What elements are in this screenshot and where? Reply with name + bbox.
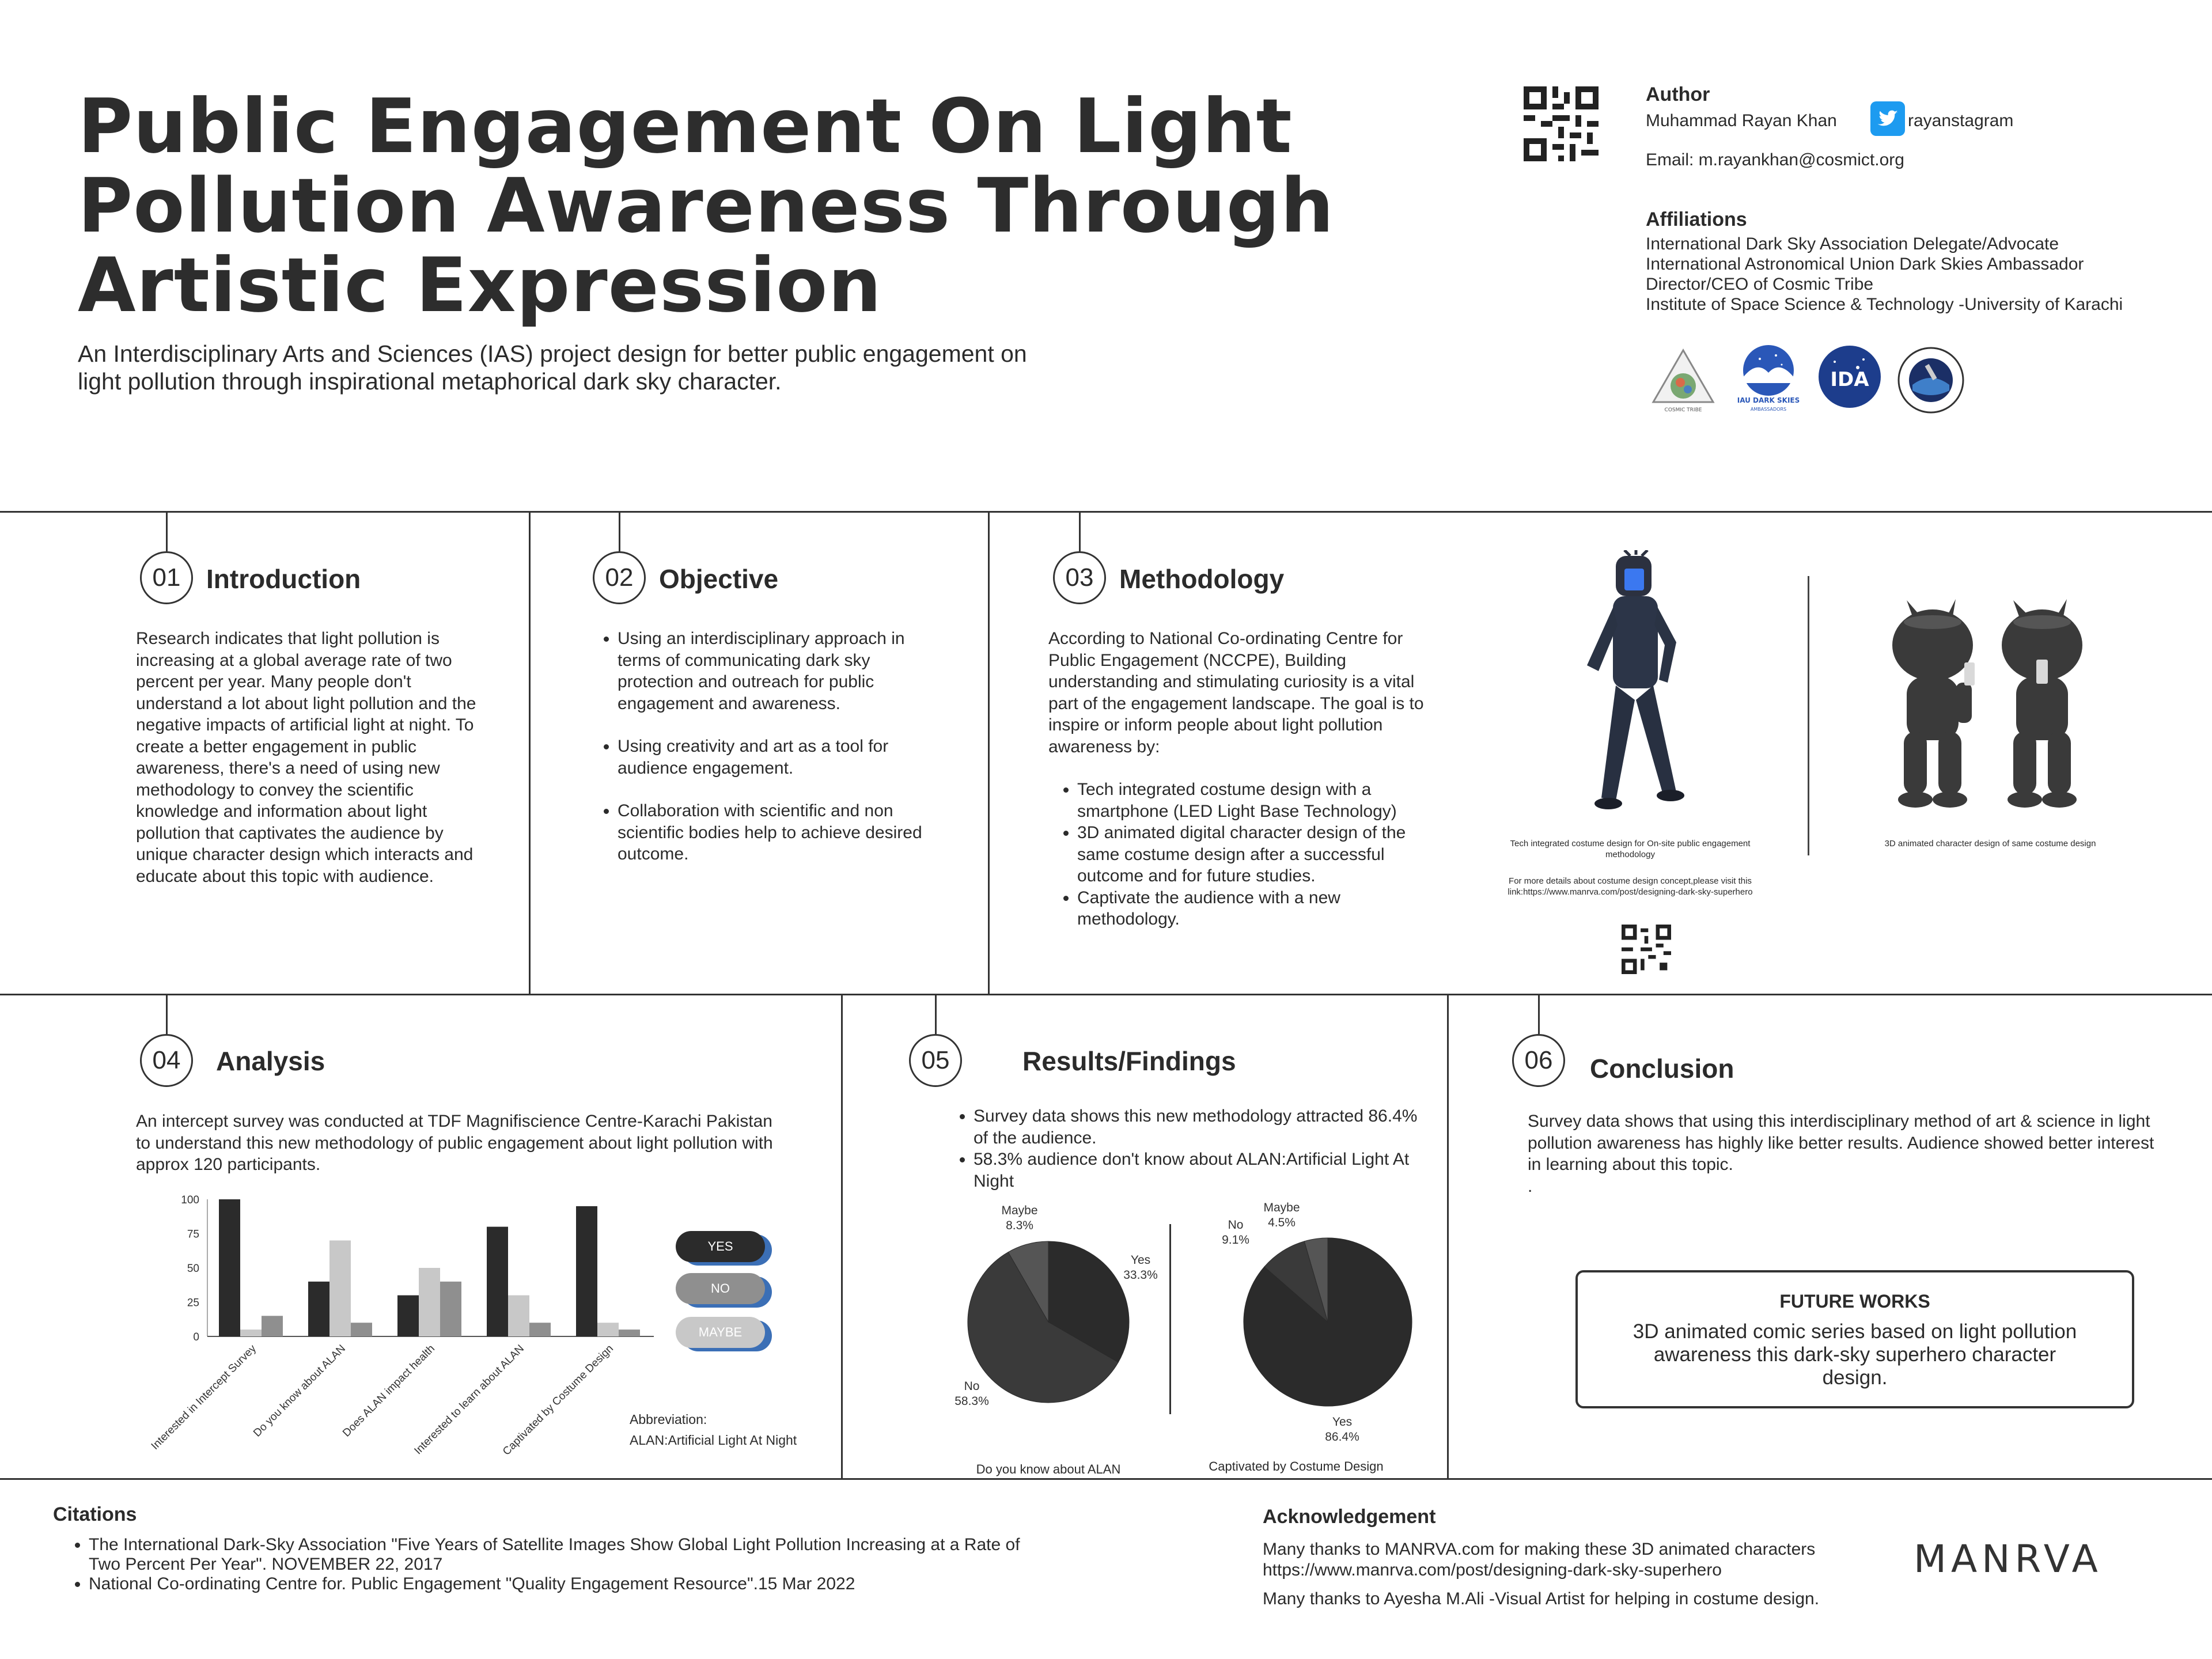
section-number: 01: [140, 551, 193, 604]
ida-logo: [1817, 344, 1882, 409]
costume-figure-image: [1555, 550, 1711, 827]
pie-label: Yes: [1332, 1415, 1353, 1429]
conclusion-paragraph: Survey data shows that using this interdisciplinary method of art & science in light pollution awareness has highly like better results. Audience showed better interest in learning about this topic.: [1528, 1112, 2154, 1174]
author-name: Muhammad Rayan Khan: [1646, 111, 1837, 130]
x-tick-label: Interested in Intercept Survey: [149, 1342, 259, 1453]
section-number: 03: [1053, 551, 1106, 604]
citation-item: • The International Dark-Sky Association "Five Years of Satellite Images Show Global Light Pollution Increasing at a Rate of Two Percent Per Year". NOVEMBER 22, 2017: [89, 1535, 1047, 1574]
qr-code-icon[interactable]: [1622, 925, 1671, 974]
divider-middle: [0, 994, 2212, 995]
x-tick-label: Do you know about ALAN: [251, 1342, 349, 1440]
abbreviation-text: ALAN:Artificial Light At Night: [630, 1433, 797, 1448]
bar-maybe: [619, 1330, 640, 1336]
title-line: Pollution Awareness Through: [78, 162, 1335, 249]
legend-maybe: [676, 1317, 765, 1348]
x-tick-label: Captivated by Costume Design: [500, 1342, 616, 1458]
pie-label: No: [1228, 1218, 1244, 1232]
author-label: Author: [1646, 84, 1710, 105]
acknowledgement-text: [1263, 1539, 1925, 1609]
section-stem: [935, 995, 937, 1034]
section-title-results: Results/Findings: [1022, 1046, 1236, 1076]
3d-character-caption: 3D animated character design of same costume design: [1884, 839, 2096, 849]
conclusion-trailing: .: [1528, 1176, 1533, 1196]
section-title-conclusion: Conclusion: [1590, 1054, 1734, 1084]
qr-code-icon[interactable]: [1524, 86, 1599, 161]
bar-yes: [576, 1206, 597, 1336]
x-tick-label: Does ALAN impact health: [340, 1342, 438, 1440]
analysis-text: An intercept survey was conducted at TDF Magnifiscience Centre-Karachi Pakistan to understand this new methodology of public engagement about light pollution with approx 120 participants.: [136, 1112, 773, 1174]
pie-value: 58.3%: [955, 1395, 989, 1408]
section-title-objective: Objective: [659, 564, 779, 594]
bar-no: [240, 1330, 262, 1336]
methodology-item: • Tech integrated costume design with a smartphone (LED Light Base Technology): [1077, 779, 1429, 822]
section-title-introduction: Introduction: [206, 564, 361, 594]
iau-text-line1: IAU DARK SKIES: [1737, 396, 1800, 404]
twitter-icon[interactable]: [1870, 101, 1905, 136]
author-email[interactable]: Email: m.rayankhan@cosmict.org: [1646, 150, 1904, 169]
citations-list: [68, 1535, 1047, 1594]
bar-no: [597, 1323, 619, 1336]
section-number: 06: [1512, 1034, 1565, 1087]
results-list: [955, 1105, 1433, 1192]
iau-dark-skies-logo: [1731, 343, 1806, 418]
title-line: Public Engagement On Light: [78, 82, 1293, 170]
pie-chart-costume: [1190, 1195, 1437, 1480]
bar-yes: [397, 1296, 419, 1336]
affiliation-item: International Astronomical Union Dark Skies Ambassador: [1646, 255, 2084, 274]
costume-link-caption[interactable]: For more details about costume design concept,please visit this link:https://www.manrva.com/post/designing-dark-sky-superhero: [1508, 876, 1753, 897]
divider-col-2: [988, 511, 990, 994]
poster-subtitle: An Interdisciplinary Arts and Sciences (IAS) project design for better public engagement on light pollution through inspirational metaphorical dark sky character.: [78, 340, 1027, 395]
section-number: 04: [140, 1034, 193, 1087]
methodology-item: • Captivate the audience with a new methodology.: [1077, 887, 1429, 930]
costume-caption: Tech integrated costume design for On-site public engagement methodology: [1510, 839, 1751, 859]
future-works-title: FUTURE WORKS: [1779, 1291, 1930, 1312]
affiliation-item: Director/CEO of Cosmic Tribe: [1646, 275, 1874, 294]
objective-item: • Using creativity and art as a tool for audience engagement.: [618, 736, 939, 779]
section-stem: [1079, 512, 1081, 551]
methodology-text: [1048, 628, 1429, 930]
ida-text: IDA: [1830, 368, 1869, 391]
y-tick-label: 0: [193, 1331, 199, 1343]
section-title-analysis: Analysis: [216, 1046, 325, 1076]
image-divider: [1808, 576, 1809, 855]
y-tick-label: 50: [187, 1263, 199, 1275]
pie-divider: [1169, 1224, 1171, 1414]
introduction-text: Research indicates that light pollution is increasing at a global average rate of two percent per year. Many people don't understand a lot about light pollution and the negative impacts of artificial light at night. To create a better engagement in public awareness, there's a need of using new methodology to convey the scientific knowledge and information about light pollution that captivates the audience by unique character design which interacts and educate about this topic with audience.: [136, 629, 476, 886]
methodology-intro: According to National Co-ordinating Centre for Public Engagement (NCCPE), Building understanding and stimulating curiosity is a vital part of the engagement landscape. The goal is to inspire or inform people about light pollution awareness by:: [1048, 629, 1424, 756]
section-title-methodology: Methodology: [1119, 564, 1285, 594]
pie-label: Yes: [1130, 1253, 1151, 1267]
bar-no: [419, 1268, 440, 1336]
pie-chart-alan: [945, 1198, 1187, 1480]
manrva-logo: MANRVA: [1914, 1537, 2103, 1581]
pie-value: 9.1%: [1222, 1233, 1249, 1247]
pie-label: No: [964, 1380, 980, 1393]
bar-yes: [308, 1282, 329, 1336]
bar-yes: [219, 1199, 240, 1336]
bar-maybe: [262, 1316, 283, 1336]
bar-maybe: [351, 1323, 372, 1336]
divider-col-3: [841, 994, 843, 1478]
y-tick-label: 75: [187, 1228, 199, 1241]
bar-maybe: [440, 1282, 461, 1336]
y-tick-label: 100: [181, 1194, 199, 1206]
ack-line: Many thanks to MANRVA.com for making these 3D animated characters: [1263, 1540, 1816, 1559]
bar-maybe: [529, 1323, 551, 1336]
future-works-box: [1575, 1270, 2134, 1408]
pie-value: 4.5%: [1268, 1216, 1296, 1229]
section-stem: [166, 512, 168, 551]
results-item: • 58.3% audience don't know about ALAN:Artificial Light At Night: [974, 1149, 1433, 1192]
y-tick-label: 25: [187, 1297, 199, 1309]
pie-value: 8.3%: [1006, 1219, 1033, 1232]
abbreviation-note: [630, 1409, 797, 1450]
pie-value: 86.4%: [1325, 1430, 1359, 1444]
iau-text-line2: AMBASSADORS: [1750, 407, 1787, 412]
title-line: Artistic Expression: [78, 241, 882, 329]
divider-top: [0, 511, 2212, 513]
section-number: 05: [909, 1034, 962, 1087]
section-stem: [1538, 995, 1540, 1034]
bar-yes: [487, 1227, 508, 1336]
affiliation-item: International Dark Sky Association Delegate/Advocate: [1646, 234, 2059, 253]
pie-label: Maybe: [1001, 1204, 1038, 1217]
section-stem: [166, 995, 168, 1034]
3d-character-image: [1878, 593, 2097, 818]
ack-line: Many thanks to Ayesha M.Ali -Visual Artist for helping in costume design.: [1263, 1589, 1820, 1608]
section-stem: [619, 512, 620, 551]
legend-yes: [676, 1231, 765, 1262]
legend-no-label: NO: [711, 1281, 730, 1296]
legend-yes-label: YES: [707, 1239, 733, 1253]
section-number: 02: [593, 551, 646, 604]
affiliations-label: Affiliations: [1646, 209, 1747, 230]
objective-item: • Collaboration with scientific and non scientific bodies help to achieve desired outcome.: [618, 800, 939, 865]
survey-bar-chart: [127, 1187, 674, 1475]
pie-value: 33.3%: [1123, 1268, 1158, 1282]
bar-no: [329, 1240, 351, 1336]
poster-title: [78, 82, 1345, 329]
divider-col-1: [529, 511, 531, 994]
pie-title: Do you know about ALAN: [976, 1462, 1121, 1476]
objective-list: [599, 628, 939, 865]
objective-item: • Using an interdisciplinary approach in terms of communicating dark sky protection and outreach for public engagement and awareness.: [618, 628, 939, 714]
pie-title: Captivated by Costume Design: [1209, 1459, 1384, 1474]
legend-no: [676, 1273, 765, 1304]
cosmic-tribe-text: COSMIC TRIBE: [1664, 407, 1702, 413]
acknowledgement-label: Acknowledgement: [1263, 1506, 1436, 1528]
methodology-item: • 3D animated digital character design of the same costume design after a successful outcome and for future studies.: [1077, 822, 1429, 887]
abbreviation-label: Abbreviation:: [630, 1412, 707, 1427]
divider-col-4: [1447, 994, 1449, 1478]
ack-link[interactable]: https://www.manrva.com/post/designing-dark-sky-superhero: [1263, 1560, 1722, 1580]
twitter-handle[interactable]: rayanstagram: [1908, 111, 2014, 130]
cosmic-tribe-logo: [1649, 346, 1718, 415]
citations-label: Citations: [53, 1503, 137, 1525]
bar-no: [508, 1296, 529, 1336]
future-works-text: 3D animated comic series based on light pollution awareness this dark-sky superhero character design.: [1633, 1320, 2077, 1389]
citation-item: • National Co-ordinating Centre for. Public Engagement "Quality Engagement Resource".15 Mar 2022: [89, 1574, 1047, 1594]
x-tick-label: Interested to learn about ALAN: [412, 1342, 527, 1457]
conclusion-text: [1528, 1111, 2161, 1197]
results-item: • Survey data shows this new methodology attracted 86.4% of the audience.: [974, 1105, 1433, 1149]
legend-maybe-label: MAYBE: [698, 1325, 743, 1339]
pie-label: Maybe: [1263, 1201, 1300, 1214]
affiliation-item: Institute of Space Science & Technology -University of Karachi: [1646, 295, 2123, 314]
affiliations-list: [1646, 234, 2199, 315]
space-institute-logo: [1895, 344, 1967, 416]
